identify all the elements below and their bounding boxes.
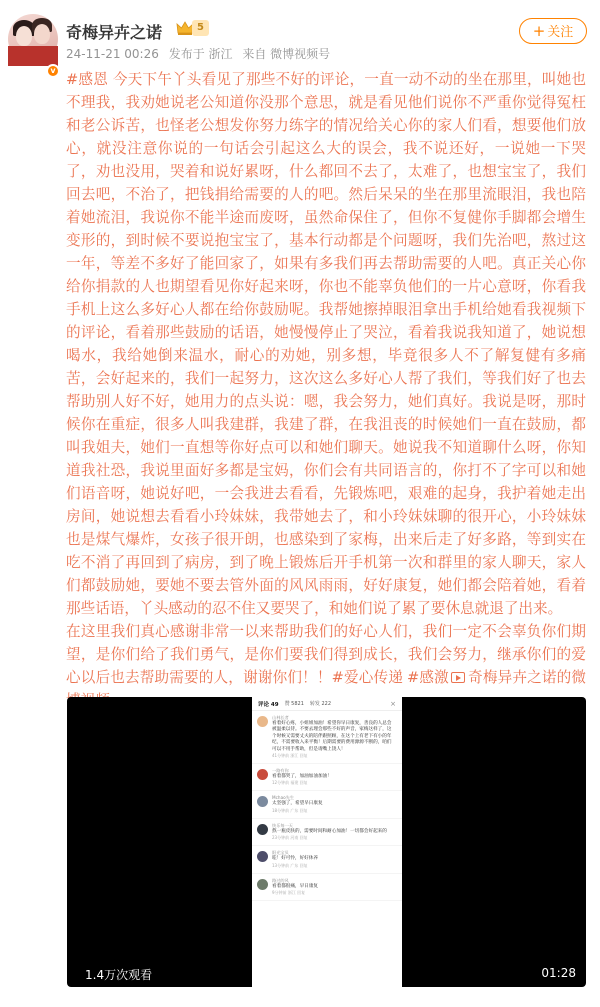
commenter-name: 快乐每一天 <box>272 822 293 828</box>
avatar-clothes <box>8 46 58 66</box>
plus-icon: + <box>532 22 546 40</box>
source: 来自 微博视频号 <box>242 47 331 61</box>
commenter-avatar <box>257 851 268 862</box>
commenter-name: Mchao先生 <box>272 795 295 801</box>
comment-meta: 18分钟前 广东 回复 <box>272 807 308 813</box>
video-frame-comments <box>252 711 402 901</box>
comment-text: 熬一瓶皮肤的，需要时间和耐心加油！一切都会好起来的 <box>272 828 387 834</box>
video-frame-tab-likes: 赞 5821 <box>284 701 304 707</box>
video-frame-tabs <box>252 697 402 711</box>
avatar[interactable] <box>8 14 58 75</box>
comment-meta: 41分钟前 浙江 回复 <box>272 753 308 759</box>
comment-meta: 12分钟前 福建 回复 <box>272 780 308 786</box>
follow-label: 关注 <box>547 25 574 40</box>
commenter-avatar <box>257 716 268 727</box>
verified-badge-icon: v <box>46 64 60 78</box>
comment-meta: 9分钟前 浙江 回复 <box>272 890 306 896</box>
video-player[interactable] <box>67 697 586 987</box>
commenter-name: 路过的风 <box>272 877 289 883</box>
commenter-avatar <box>257 796 268 807</box>
video-duration: 01:28 <box>541 966 576 980</box>
video-frame-comment <box>252 764 402 791</box>
video-frame-comment <box>252 819 402 846</box>
hashtag-thanks[interactable]: #感激 <box>407 669 449 686</box>
video-frame-comment <box>252 846 402 873</box>
post-paragraph-1 <box>66 68 586 620</box>
comment-text: 哇！好可怜，好好休养 <box>272 856 318 862</box>
hashtag-love-pass[interactable]: #爱心传递 <box>331 669 404 686</box>
username[interactable]: 奇梅异卉之诺 <box>66 23 163 42</box>
avatar-face-right <box>34 24 50 44</box>
comment-text: 看着好心疼，小姐姐加油！希望你早日康复，善良的人总会被温柔以待。不要去理会那些不好的声音，家梅这样了，这个时候又需要丈夫的陪伴跟照顾，在这个上有老下有小的年纪，不需要收入来平衡！后期需要的费用源源不断的，咱们可以不用手帮助，但是请嘴上饶人！ <box>272 721 392 752</box>
video-link[interactable]: 奇梅异卉之诺的微 <box>467 669 586 686</box>
comment-text: 太坚强了，希望早日康复 <box>272 801 323 807</box>
commenter-name: 阳光宝贝 <box>272 850 289 856</box>
post-body-2: 在这里我们真心感谢非常一以来帮助我们的好心人们，我们一定不会辜负你们期望，是你们给了我们勇气，是你们要我们得到成长，我们会努力，继承你们的爱心以后也去帮助需要的人，谢谢你们！！ <box>66 623 586 686</box>
commenter-avatar <box>257 824 268 835</box>
comment-text: 看着都哭了，加油加油加油！ <box>272 774 332 780</box>
video-frame-tab-reposts: 转发 222 <box>309 701 332 707</box>
grade-badge: 5 <box>192 20 209 36</box>
post-header <box>0 0 600 75</box>
video-frame-tab-comments: 评论 49 <box>258 701 279 708</box>
close-icon: × <box>390 699 396 708</box>
post-text <box>66 68 586 712</box>
comment-meta: 23分钟前 河南 回复 <box>272 835 308 841</box>
hashtag-gratitude[interactable]: #感恩 <box>66 71 109 88</box>
video-frame-comment <box>252 874 402 901</box>
commenter-avatar <box>257 769 268 780</box>
post-body-1: 今天下午丫头看见了那些不好的评论，一直一动不动的坐在那里，叫她也不理我，我劝她说老公知道你没那个意思，就是看见他们说你不严重你觉得冤枉和老公诉苦，也怪老公想发你努力练字的情况给关心你的家人们看，想要他们放心，就没注意你说的一句话会引起这么大的误会，我不说还好，一说她一下哭了，劝也没用，哭着和说好累呀，什么都回不去了，太难了，也想宝宝了，我们回去吧，不治了，把钱捐给需要的人的吧。然后呆呆的坐在那里流眼泪，我也陪着她流泪，我说你不能半途而废呀，虽然命保住了，但你不复健你手脚都会增生变形的，到时候不要说抱宝宝了，基本行动都是个问题呀，我们先治吧，熬过这一年，等差不多好了能回家了，如果有多我们再去帮助需要的人吧。真正关心你给你捐款的人也期望看见你好起来呀，你也不能辜负他们的一片心意呀，你看我手机上这么多好心人都在给你鼓励呢。我帮她擦掉眼泪拿出手机给她看我视频下的评论，看着那些鼓励的话语，她慢慢停止了哭泣，看着我说我知道了，她说想喝水，我给她倒来温水，耐心的劝她，别多想，毕竟很多人不了解复健有多痛苦，会好起来的，我们一起努力，这次这么多好心人帮了我们，等我们好了也去帮助别人好不好，她用力的点头说：嗯，我会努力，她们真好。我说是呀，那时候你在重症，很多人叫我建群，我建了群，在我沮丧的时候她们一直在鼓励，都叫我姐夫，她们一直想等你好点可以和她们聊天。她说我不知道聊什么呀，你知道我社恐，我说里面好多都是宝妈，你们会有共同语言的，你打不了字可以和她们语音呀，她说好吧，一会我进去看看，先锻炼吧，艰难的起身，我护着她走出房间，她说想去看看小玲妹妹，我带她去了，和小玲妹妹聊的很开心，小玲妹妹也是煤气爆炸，女孩子很开朗，也感染到了家梅，出来后走了好多路，等到实在吃不消了再回到了病房，到了晚上锻炼后开手机第一次和群里的家人聊天，家人们都鼓励她，要她不要去管外面的风风雨雨，好好康复，她们都会陪着她，看着那些话语，丫头感动的忍不住又要哭了，和她们说了累了要休息就退了出来。 <box>66 71 586 617</box>
play-count: 1.4万次观看 <box>85 968 153 982</box>
commenter-avatar <box>257 879 268 890</box>
timestamp[interactable]: 24-11-21 00:26 <box>66 47 159 61</box>
video-frame-screenshot <box>252 697 402 987</box>
follow-button[interactable] <box>519 18 587 44</box>
commenter-name: 一路有你 <box>272 768 289 774</box>
commenter-name: 山林长者 <box>272 715 289 720</box>
video-frame-comment <box>252 711 402 764</box>
avatar-face-left <box>16 26 32 46</box>
posted-in: 发布于 浙江 <box>168 47 233 61</box>
comment-meta: 13分钟前 广东 回复 <box>272 862 308 868</box>
comment-text: 看着都很痛，早日康复 <box>272 883 318 889</box>
post-meta <box>66 45 330 62</box>
video-frame-comment <box>252 791 402 818</box>
video-link-icon <box>451 672 465 683</box>
